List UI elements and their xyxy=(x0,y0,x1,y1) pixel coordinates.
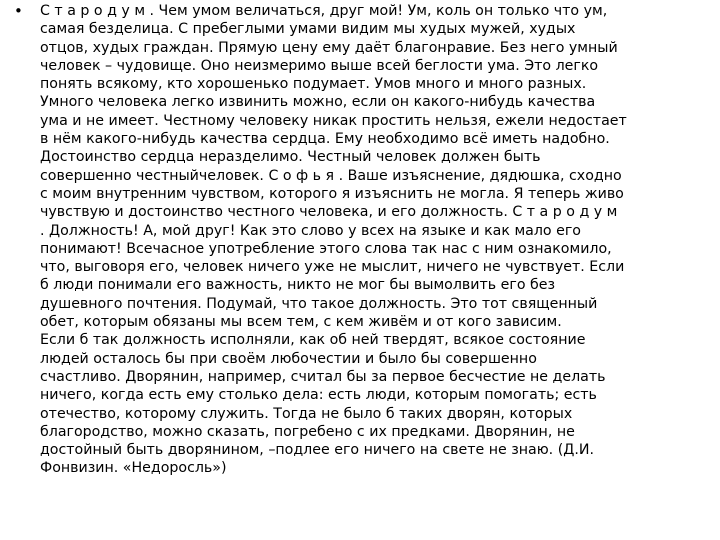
text-line: совершенно честныйчеловек. С о ф ь я . Ваше изъяснение, дядюшка, сходно xyxy=(40,167,622,184)
text-line: счастливо. Дворянин, например, считал бы за первое бесчестие не делать xyxy=(40,368,606,385)
text-line: человек – чудовище. Оно неизмеримо выше всей беглости ума. Это легко xyxy=(40,57,599,74)
text-line: понимают! Всечасное употребление этого слова так нас с ним ознакомило, xyxy=(40,240,612,257)
text-line: б люди понимали его важность, никто не мог бы вымолвить его без xyxy=(40,277,556,294)
text-line: людей осталось бы при своём любочестии и было бы совершенно xyxy=(40,350,537,367)
quote-text xyxy=(40,2,712,478)
text-line: что, выговоря его, человек ничего уже не мыслит, ничего не чувствует. Если xyxy=(40,259,625,276)
text-line: Достоинство сердца неразделимо. Честный человек должен быть xyxy=(40,149,541,166)
text-line: достойный быть дворянином, –подлее его ничего на свете не знаю. (Д.И. xyxy=(40,442,594,459)
text-line: понять всякому, кто хорошенько подумает. Умов много и много разных. xyxy=(40,76,587,93)
text-line: Фонвизин. «Недоросль») xyxy=(40,460,227,477)
text-line: самая безделица. С пребеглыми умами видим мы худых мужей, худых xyxy=(40,21,576,38)
text-line: душевного почтения. Подумай, что такое должность. Это тот священный xyxy=(40,295,598,312)
text-line: ничего, когда есть ему столько дела: есть люди, которым помогать; есть xyxy=(40,387,597,404)
text-line: чувствую и достоинство честного человека, и его должность. С т а р о д у м xyxy=(40,204,618,221)
text-line: ума и не имеет. Честному человеку никак простить нельзя, ежели недостает xyxy=(40,112,627,129)
text-line: . Должность! А, мой друг! Как это слово у всех на языке и как мало его xyxy=(40,222,581,239)
text-line: в нём какого-нибудь качества сердца. Ему необходимо всё иметь надобно. xyxy=(40,131,610,148)
text-line: Умного человека легко извинить можно, если он какого-нибудь качества xyxy=(40,94,596,111)
text-line: благородство, можно сказать, погребено с их предками. Дворянин, не xyxy=(40,423,575,440)
text-line: с моим внутренним чувством, которого я изъяснить не могла. Я теперь живо xyxy=(40,185,624,202)
text-line: отцов, худых граждан. Прямую цену ему даёт благонравие. Без него умный xyxy=(40,39,618,56)
text-line: отечество, которому служить. Тогда не было б таких дворян, которых xyxy=(40,405,573,422)
text-line: С т а р о д у м . Чем умом величаться, друг мой! Ум, коль он только что ум, xyxy=(40,3,608,19)
text-line: Если б так должность исполняли, как об ней твердят, всякое состояние xyxy=(40,332,586,349)
bullet-point: • xyxy=(14,2,23,20)
text-line: обет, которым обязаны мы всем тем, с кем живём и от кого зависим. xyxy=(40,314,562,331)
